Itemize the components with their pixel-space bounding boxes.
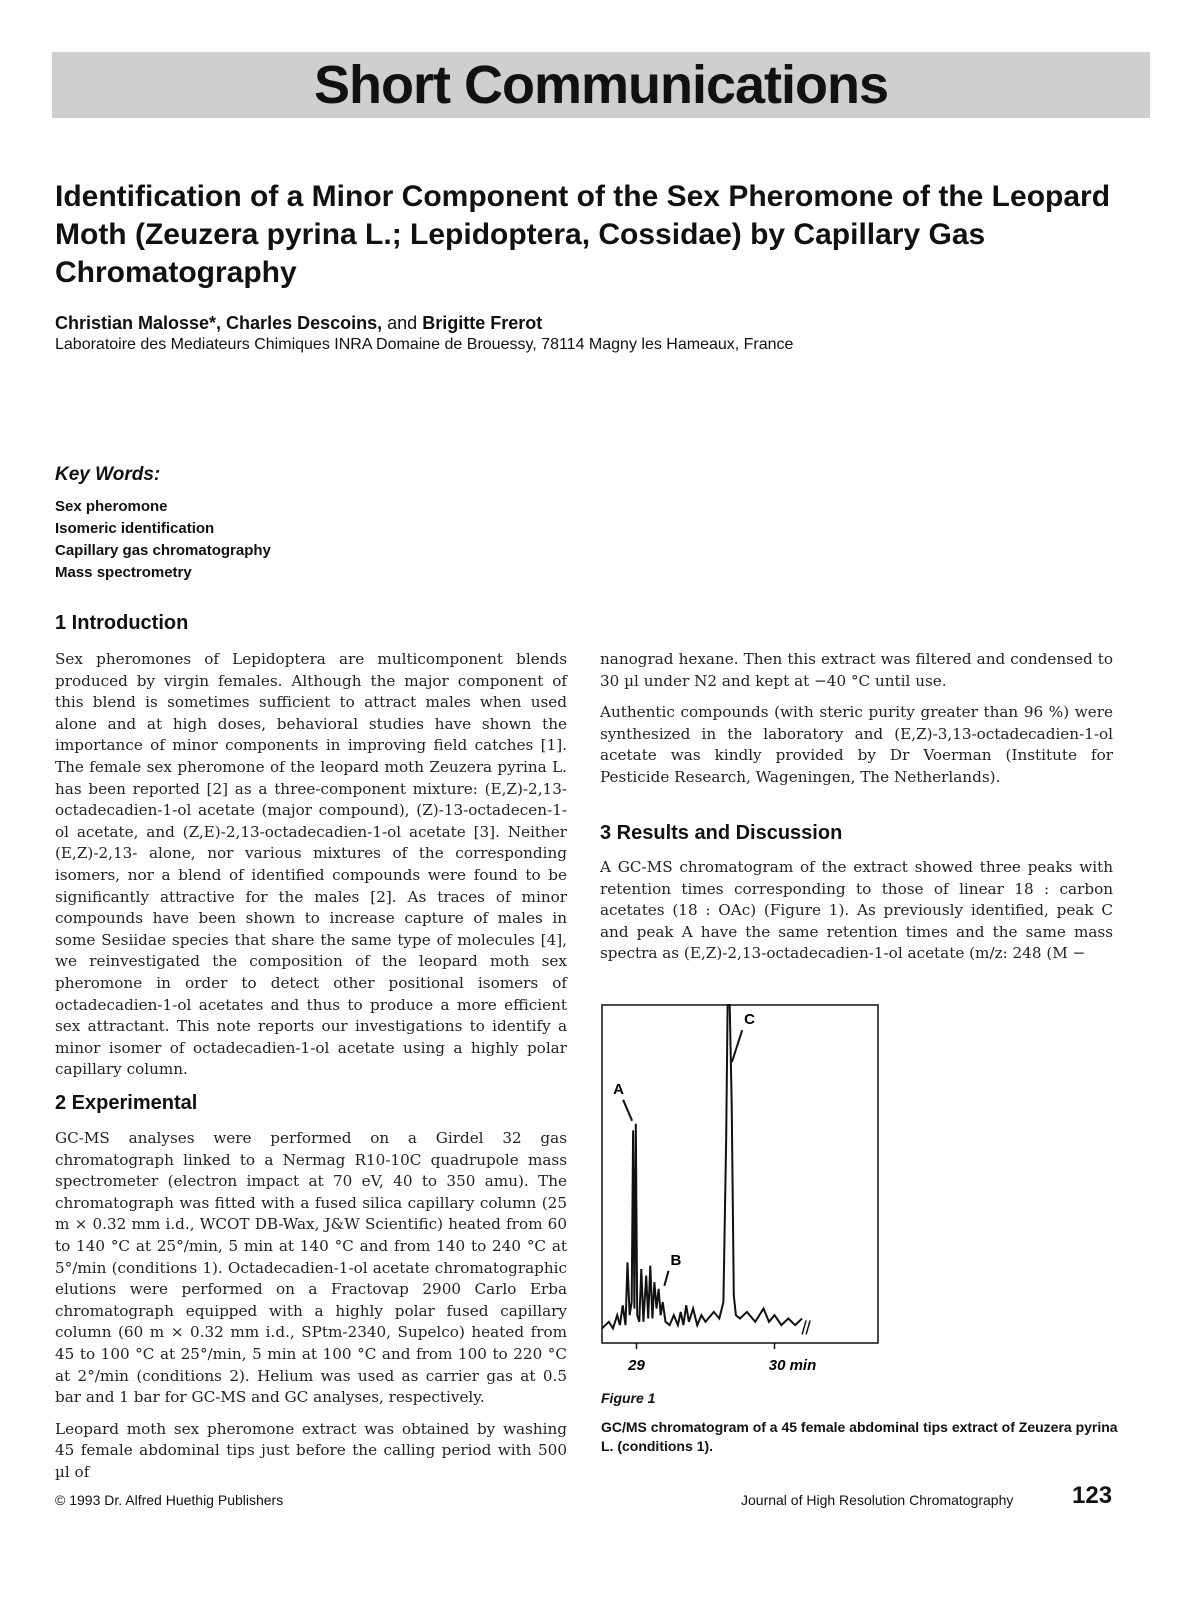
peak-arrow xyxy=(732,1030,742,1062)
right-column-body xyxy=(600,649,1113,799)
x-tick-label: 30 min xyxy=(768,1357,817,1374)
authors-last: Brigitte Frerot xyxy=(422,313,543,333)
journal-name: Journal of High Resolution Chromatography xyxy=(741,1492,1014,1508)
intro-body xyxy=(55,649,567,1091)
page-number: 123 xyxy=(1072,1482,1113,1509)
chromatogram-trace xyxy=(602,1005,802,1328)
keywords-list xyxy=(55,496,271,584)
break-mark xyxy=(806,1320,810,1334)
intro-paragraph: Sex pheromones of Lepidoptera are multicomponent blends produced by virgin females. Although the major component of this blend is sometimes sufficient to attract males when used alone and at high doses, behavioral studies have shown the importance of minor components in improving field catches [1]. The female sex pheromone of the leopard moth Zeuzera pyrina L. has been reported [2] as a three-component mixture: (E,Z)-2,13-octadecadien-1-ol acetate (major compound), (Z)-13-octadecen-1-ol acetate, and (Z,E)-2,13-octadecadien-1-ol acetate [3]. Neither (E,Z)-2,13- alone, nor various mixtures of the corresponding isomers, nor a blend of identified compounds were found to be significantly attractive for the males [2]. As traces of minor compounds have been shown to increase capture of males in some Sesiidae species that share the same type of molecules [4], we reinvestigated the composition of the leopard moth sex pheromone in order to detect other positional isomers of octadecadien-1-ol acetates and thus to produce a more efficient sex attractant. This note reports our investigations to identify a minor isomer of octadecadien-1-ol acetate using a highly polar capillary column. xyxy=(55,650,567,1079)
keyword-item: Capillary gas chromatography xyxy=(55,542,271,559)
results-heading: 3 Results and Discussion xyxy=(600,822,843,844)
chromatogram-figure xyxy=(600,1003,890,1383)
keyword-item: Sex pheromone xyxy=(55,498,168,515)
copyright: © 1993 Dr. Alfred Huethig Publishers xyxy=(55,1492,284,1508)
experimental-paragraph-2: Leopard moth sex pheromone extract was obtained by washing 45 female abdominal tips just before the calling period with 500 µl of xyxy=(55,1419,567,1481)
x-tick-label: 29 xyxy=(628,1357,645,1374)
figure-label: Figure 1 xyxy=(601,1390,656,1406)
peak-label-a: A xyxy=(613,1080,624,1098)
experimental-heading: 2 Experimental xyxy=(55,1092,198,1114)
peak-label-b: B xyxy=(670,1251,682,1269)
figure-caption: GC/MS chromatogram of a 45 female abdominal tips extract of Zeuzera pyrina L. (conditions 1). xyxy=(601,1419,1118,1454)
affiliation: Laboratoire des Mediateurs Chimiques INRA Domaine de Brouessy, 78114 Magny les Hameaux, France xyxy=(55,336,794,353)
peak-arrow xyxy=(664,1271,668,1286)
results-paragraph: A GC-MS chromatogram of the extract showed three peaks with retention times corresponding to those of linear 18 : carbon acetates (18 : OAc) (Figure 1). As previously identified, peak C and peak A have the same retention times and the same mass spectra as (E,Z)-2,13-octadecadien-1-ol acetate (m/z: 248 (M − xyxy=(600,858,1113,963)
authors-first: Christian Malosse*, Charles Descoins, xyxy=(55,313,383,333)
break-mark xyxy=(802,1320,806,1334)
banner-title: Short Communications xyxy=(313,55,889,115)
right-paragraph-2: Authentic compounds (with steric purity greater than 96 %) were synthesized in the laboratory and (E,Z)-3,13-octadecadien-1-ol acetate was kindly provided by Dr Voerman (Institute for Pesticide Research, Wageningen, The Netherlands). xyxy=(600,703,1113,786)
peak-arrow xyxy=(623,1100,632,1121)
peak-label-c: C xyxy=(744,1011,756,1029)
results-body xyxy=(600,857,1113,975)
right-paragraph-1: nanograd hexane. Then this extract was filtered and condensed to 30 µl under N2 and kept at −40 °C until use. xyxy=(600,650,1113,690)
article-title: Identification of a Minor Component of the Sex Pheromone of the Leopard Moth (Zeuzera pyrina L.; Lepidoptera, Cossidae) by Capillary Gas Chromatography xyxy=(55,180,1111,289)
keyword-item: Mass spectrometry xyxy=(55,564,192,581)
experimental-paragraph-1: GC-MS analyses were performed on a Girdel 32 gas chromatograph linked to a Nermag R10-10C quadrupole mass spectrometer (electron impact at 70 eV, 40 to 350 amu). The chromatograph was fitted with a fused silica capillary column (25 m × 0.32 mm i.d., WCOT DB-Wax, J&W Scientific) heated from 60 to 140 °C at 25°/min, 5 min at 140 °C and from 140 to 240 °C at 5°/min (conditions 1). Octadecadien-1-ol acetate chromatographic elutions were performed on a Fractovap 2900 Carlo Erba chromatograph equipped with a highly polar fused capillary column (60 m × 0.32 mm i.d., SPtm-2340, Supelco) heated from 45 to 100 °C at 25°/min, 5 min at 100 °C and from 100 to 220 °C at 2°/min (conditions 2). Helium was used as carrier gas at 0.5 bar and 1 bar for GC-MS and GC analyses, respectively. xyxy=(55,1129,567,1407)
experimental-body xyxy=(55,1128,567,1494)
intro-heading: 1 Introduction xyxy=(55,612,189,634)
authors-and: and xyxy=(387,313,418,333)
authors xyxy=(55,312,542,334)
keywords-heading: Key Words: xyxy=(55,464,161,485)
plot-frame xyxy=(602,1005,878,1343)
section-banner xyxy=(52,52,1150,118)
keyword-item: Isomeric identification xyxy=(55,520,215,537)
